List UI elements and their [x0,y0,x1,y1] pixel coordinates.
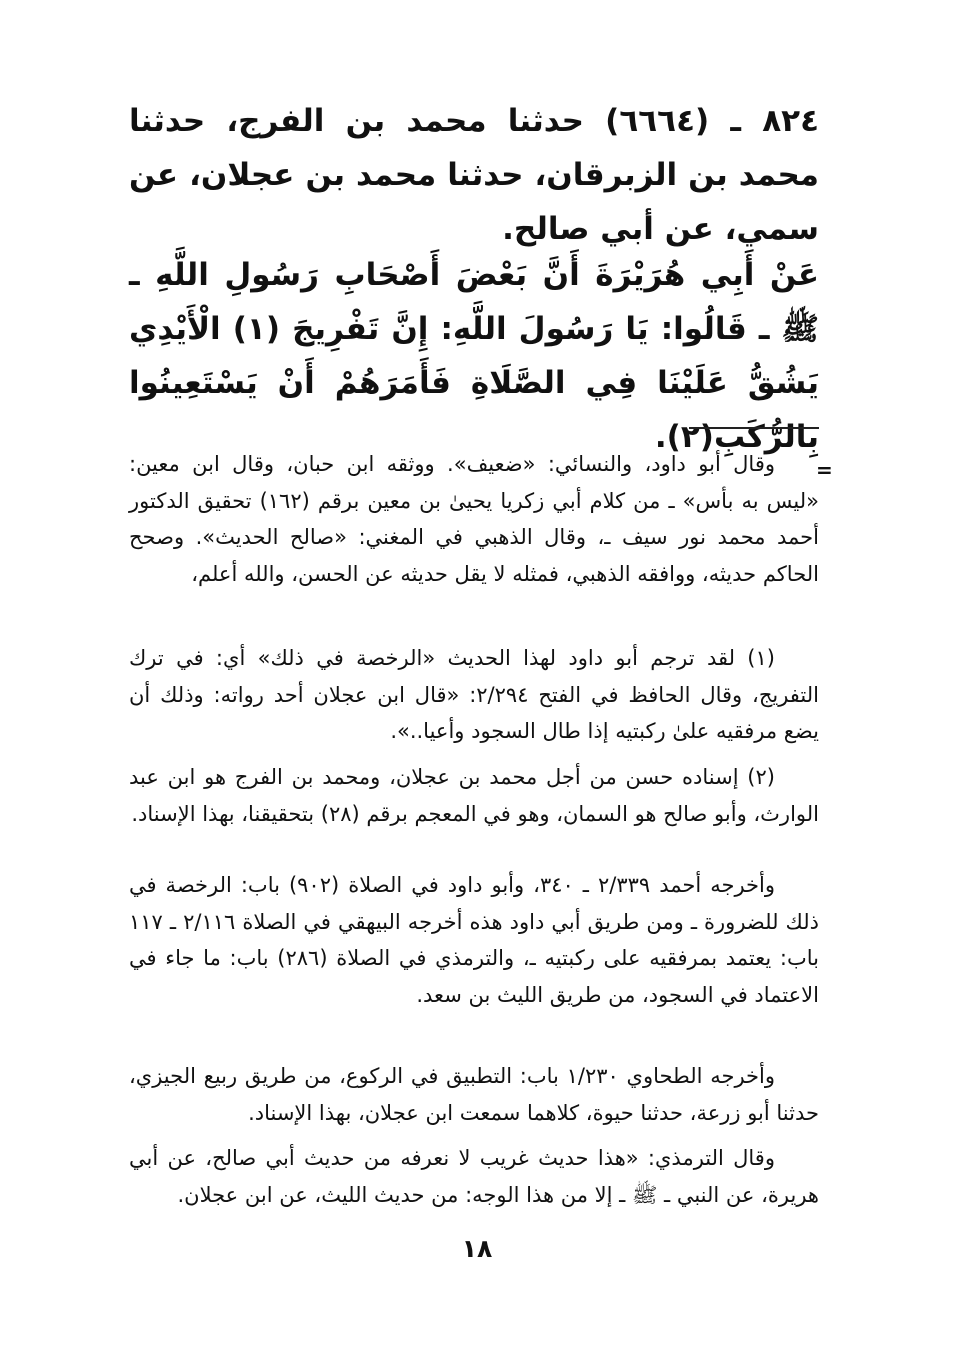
footnote-1: (١) لقد ترجم أبو داود لهذا الحديث «الرخصة في ذلك» أي: في ترك التفريج، وقال الحافظ في الفتح ٢/٢٩٤: «قال ابن عجلان أحد رواته: وذلك أن يضع مرفقيه علىٰ ركبتيه إذا طال السجود وأعيا..». [129,646,819,744]
footnote-continued: وقال أبو داود، والنسائي: «ضعيف». ووثقه ابن حبان، وقال ابن معين: «ليس به بأس» ـ من كلام أبي زكريا يحيىٰ بن معين برقم (١٦٢) تحقيق الدكتور أحمد محمد نور سيف ـ، وقال الذهبي في المغني: «صالح الحديث». وصحح الحاكم حديثه، ووافقه الذهبي، فمثله لا يقل حديثه عن الحسن، والله أعلم، [129,452,819,586]
footnote-2-sources-tahawi: وأخرجه الطحاوي ١/٢٣٠ باب: التطبيق في الركوع، من طريق ربيع الجيزي، حدثنا أبو زرعة، حدثنا حيوة، كلاهما سمعت ابن عجلان، بهذا الإسناد. [129,1064,819,1125]
hadith-text: عَنْ أَبِي هُرَيْرَةَ أَنَّ بَعْضَ أَصْحَابِ رَسُولِ اللَّهِ ـ ﷺ ـ قَالُوا: يَا رَسُولَ اللَّهِ: إِنَّ تَفْرِيجَ (١) الْأَيْدِي يَشُقُّ عَلَيْنَا فِي الصَّلَاةِ فَأَمَرَهُمْ أَنْ يَسْتَعِينُوا بِالرُّكَبِ(٢). [129,257,819,455]
footnote-continuation-mark: = [816,458,833,482]
footnote-2-sources-ahmad: وأخرجه أحمد ٢/٣٣٩ ـ ٣٤٠، وأبو داود في الصلاة (٩٠٢) باب: الرخصة في ذلك للضرورة ـ ومن طريق أبي داود هذه أخرجه البيهقي في الصلاة ٢/١١٦ ـ ١١٧ باب: يعتمد بمرفقيه على ركبتيه ـ، والترمذي في الصلاة (٢٨٦) باب: ما جاء في الاعتماد في السجود، من طريق الليث بن سعد. [129,873,819,1007]
hadith-chain-of-narration: ٨٢٤ ـ (٦٦٦٤) حدثنا محمد بن الفرج، حدثنا محمد بن الزبرقان، حدثنا محمد بن عجلان، عن سمي، عن أبي صالح. [129,103,819,247]
footnote-2-tirmidhi-comment: وقال الترمذي: «هذا حديث غريب لا نعرفه من حديث أبي صالح، عن أبي هريرة، عن النبي ـ ﷺ ـ إلا من هذا الوجه: من حديث الليث، عن ابن عجلان. [129,1146,819,1207]
footnote-2: (٢) إسناده حسن من أجل محمد بن عجلان، ومحمد بن الفرج هو ابن عبد الوارث، وأبو صالح هو السمان، وهو في المعجم برقم (٢٨) بتحقيقنا، بهذا الإسناد. [129,765,819,826]
footnote-separator [689,427,819,429]
page-number: ١٨ [461,1234,493,1263]
